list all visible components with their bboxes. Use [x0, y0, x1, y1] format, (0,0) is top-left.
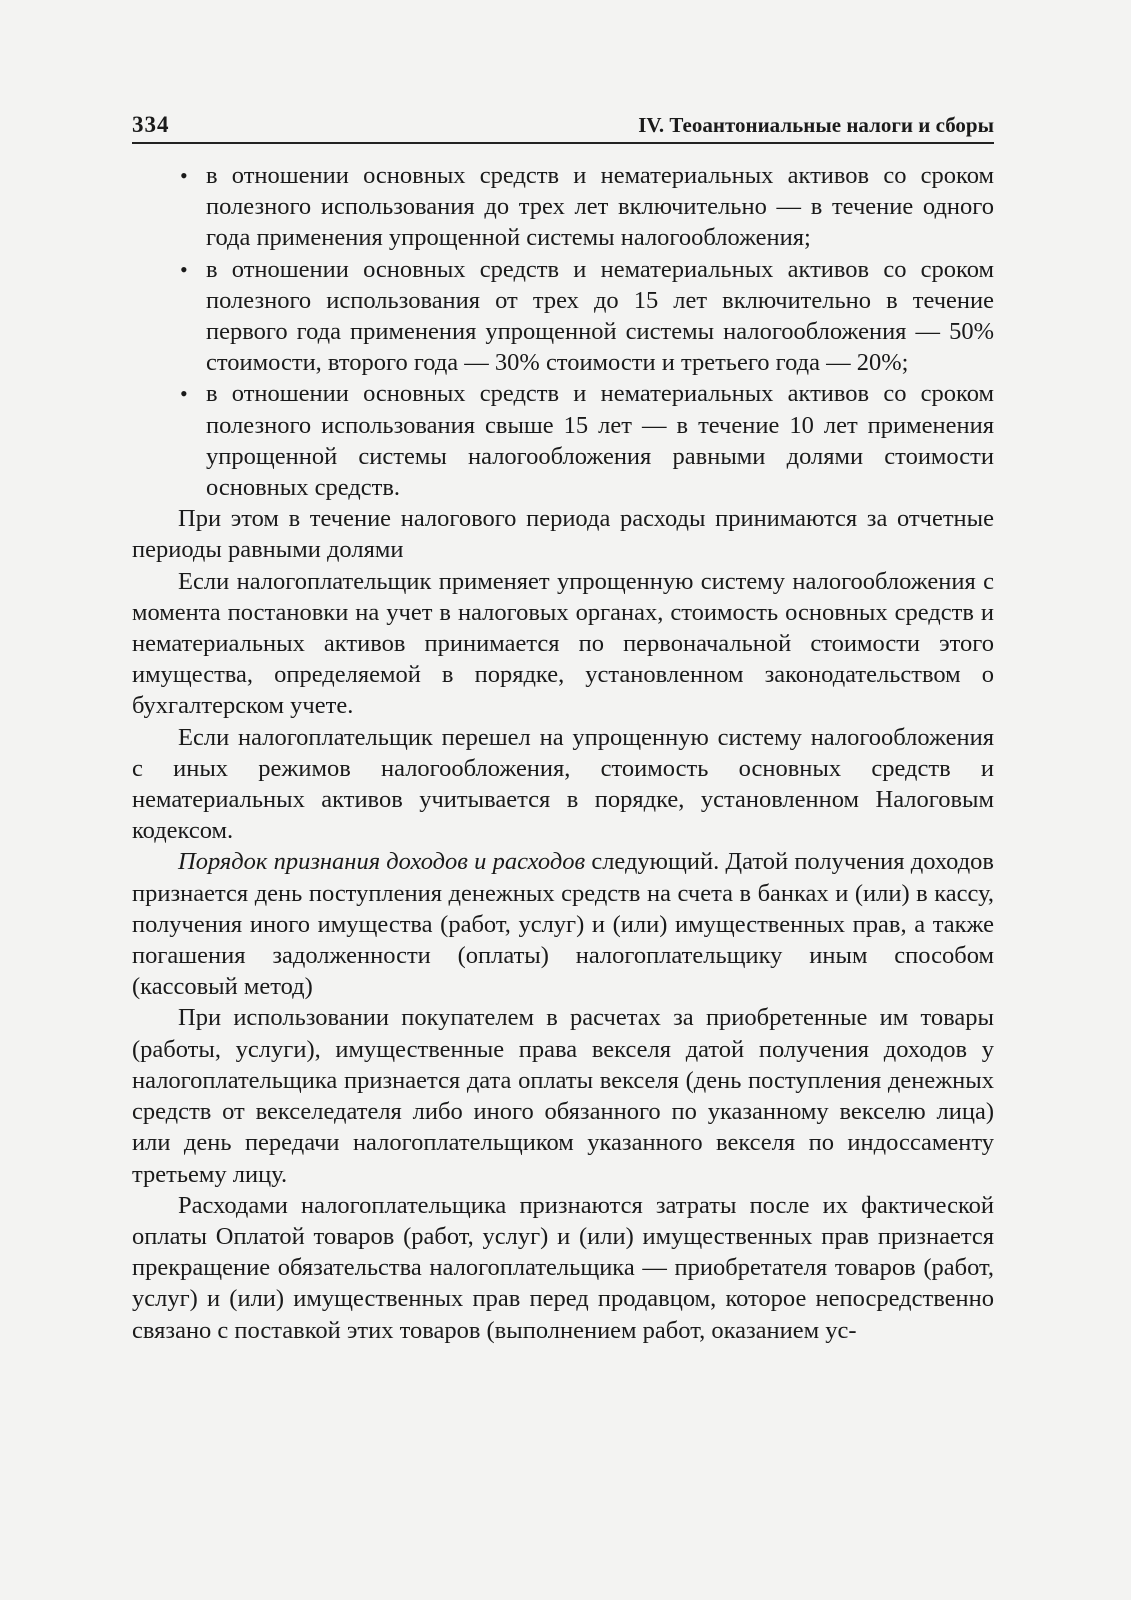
paragraph	[132, 722, 994, 847]
bullet-item	[132, 160, 994, 254]
bullet-item	[132, 378, 994, 503]
paragraph-text: Если налогоплательщик применяет упрощенную систему налогообложения с момента постановки на учет в налоговых органах, стоимость основных средств и нематериальных активов принимается по первоначальной стоимости этого имущества, определяемой в порядке, установленном законодательством о бухгалтерском учете.	[132, 567, 994, 720]
paragraph-text: При использовании покупателем в расчетах за приобретенные им товары (работы, услуги), имущественные права векселя датой получения доходов у налогоплательщика признается дата оплаты векселя (день поступления денежных средств от векселедателя либо иного обязанного по указанному векселю лица) или день передачи налогоплательщиком указанного векселя по индоссаменту третьему лицу.	[132, 1004, 994, 1188]
bullet-text: в отношении основных средств и нематериальных активов со сроком полезного использования от трех до 15 лет включительно в течение первого года применения упрощенной системы налогообложения — 50% стоимости, второго года — 30% стоимости и третьего года — 20%;	[206, 255, 994, 377]
bullet-icon: •	[180, 163, 188, 188]
paragraph	[132, 1002, 994, 1189]
book-page	[132, 112, 994, 1346]
paragraph	[132, 1190, 994, 1346]
body-text	[132, 160, 994, 1346]
paragraph-emphasis: Порядок признания доходов и расходов	[178, 848, 586, 876]
running-head	[132, 112, 994, 144]
page-number: 334	[132, 112, 170, 137]
bullet-item	[132, 254, 994, 379]
bullet-icon: •	[180, 381, 188, 407]
paragraph-text: Если налогоплательщик перешел на упрощенную систему налогообложения с иных режимов налогообложения, стоимость основных средств и нематериальных активов учитывается в порядке, установленном Налоговым кодексом.	[132, 723, 994, 845]
bullet-icon: •	[180, 256, 188, 282]
section-title: IV. Теоантониальные налоги и сборы	[638, 113, 994, 137]
bullet-text: в отношении основных средств и нематериальных активов со сроком полезного использования до трех лет включительно — в течение одного года применения упрощенной системы налогообложения;	[206, 162, 994, 252]
paragraph-text: следующий. Датой получения доходов признается день поступления денежных средств на счета в банках и (или) в кассу, получения иного имущества (работ, услуг) и (или) имущественных прав, а также погашения задолженности (оплаты) налогоплательщику иным способом (кассовый метод)	[132, 848, 994, 1001]
bullet-list	[132, 160, 994, 503]
paragraph-text: При этом в течение налогового периода расходы принимаются за отчетные периоды равными долями	[132, 505, 994, 564]
paragraph	[132, 503, 994, 565]
paragraph	[132, 566, 994, 722]
paragraph-text: Расходами налогоплательщика признаются затраты после их фактической оплаты Оплатой товаров (работ, услуг) и (или) имущественных прав признается прекращение обязательства налогоплательщика — приобретателя товаров (работ, услуг) и (или) имущественных прав перед продавцом, которое непосредственно связано с поставкой этих товаров (выполнением работ, оказанием ус-	[132, 1191, 994, 1344]
bullet-text: в отношении основных средств и нематериальных активов со сроком полезного использования свыше 15 лет — в течение 10 лет применения упрощенной системы налогообложения равными долями стоимости основных средств.	[206, 380, 994, 502]
paragraph	[132, 846, 994, 1002]
